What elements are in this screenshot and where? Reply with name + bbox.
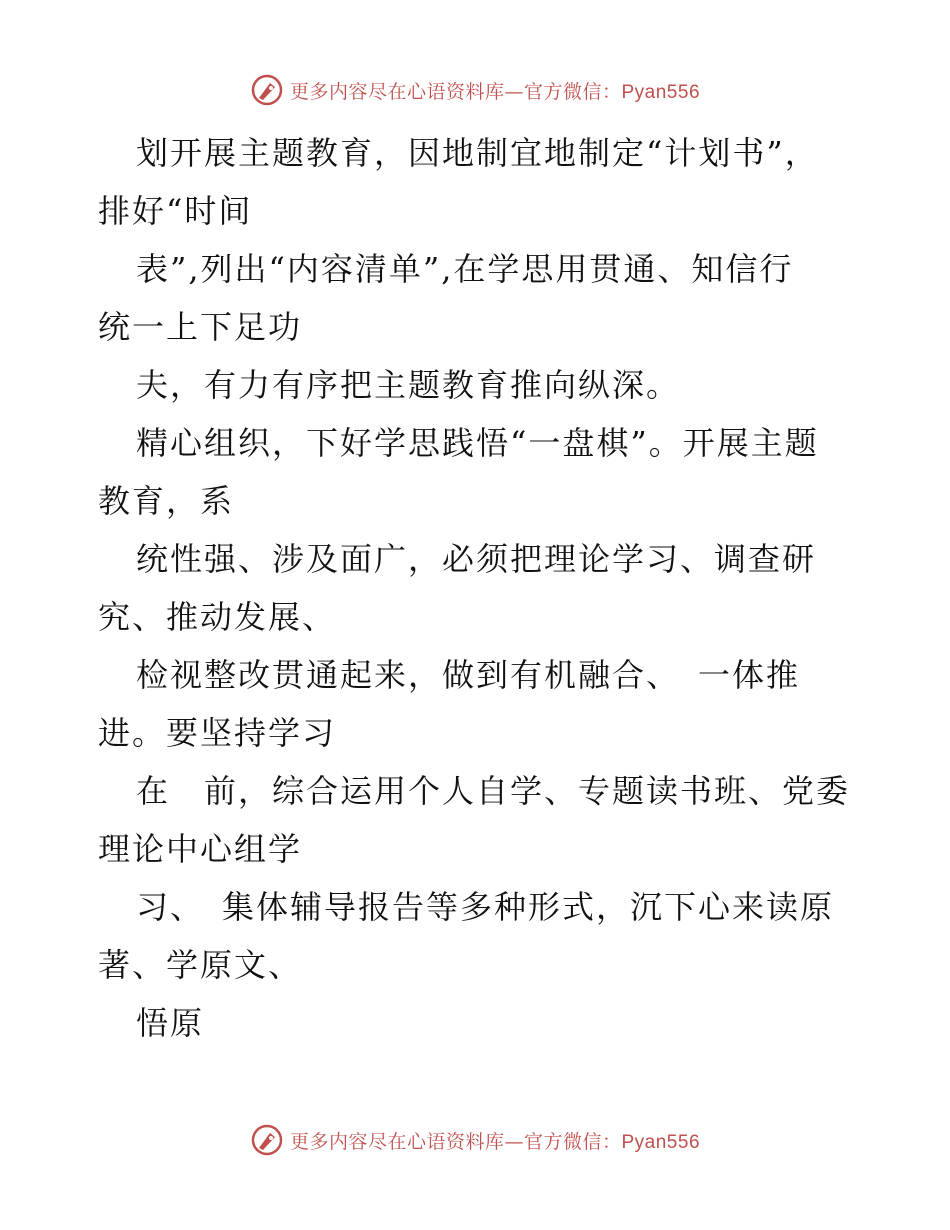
text-line: 著、学原文、	[98, 946, 303, 984]
watermark-text: 更多内容尽在心语资料库—官方微信：Pyan556	[289, 1130, 701, 1153]
text-line: 检视整改贯通起来，做到有机融合、 一体推	[136, 656, 801, 694]
text-line: 精心组织，下好学思践悟“一盘棋”。开展主题	[136, 424, 819, 462]
footer-watermark	[0, 1120, 950, 1160]
text-line: 教育，系	[98, 482, 235, 520]
text-line: 划开展主题教育，因地制宜地制定“计划书”，	[136, 134, 819, 172]
text-line: 在 前，综合运用个人自学、专题读书班、党委	[136, 772, 851, 810]
text-line: 夫，有力有序把主题教育推向纵深。	[136, 366, 681, 404]
watermark-text: 更多内容尽在心语资料库—官方微信：Pyan556	[289, 80, 701, 103]
text-line: 统性强、涉及面广，必须把理论学习、调查研	[136, 540, 817, 578]
document-body	[98, 124, 858, 1052]
text-line: 排好“时间	[98, 192, 253, 230]
text-line: 究、推动发展、	[98, 598, 337, 636]
text-line: 习、 集体辅导报告等多种形式，沉下心来读原	[136, 888, 835, 926]
text-line: 表”,列出“内容清单”,在学思用贯通、知信行	[136, 250, 794, 288]
pen-nib-logo-icon	[250, 73, 284, 107]
text-line: 理论中心组学	[98, 830, 303, 868]
text-line: 悟原	[136, 1004, 205, 1042]
header-watermark	[0, 70, 950, 110]
pen-nib-logo-icon	[250, 1123, 284, 1157]
text-line: 统一上下足功	[98, 308, 303, 346]
text-line: 进。要坚持学习	[98, 714, 337, 752]
